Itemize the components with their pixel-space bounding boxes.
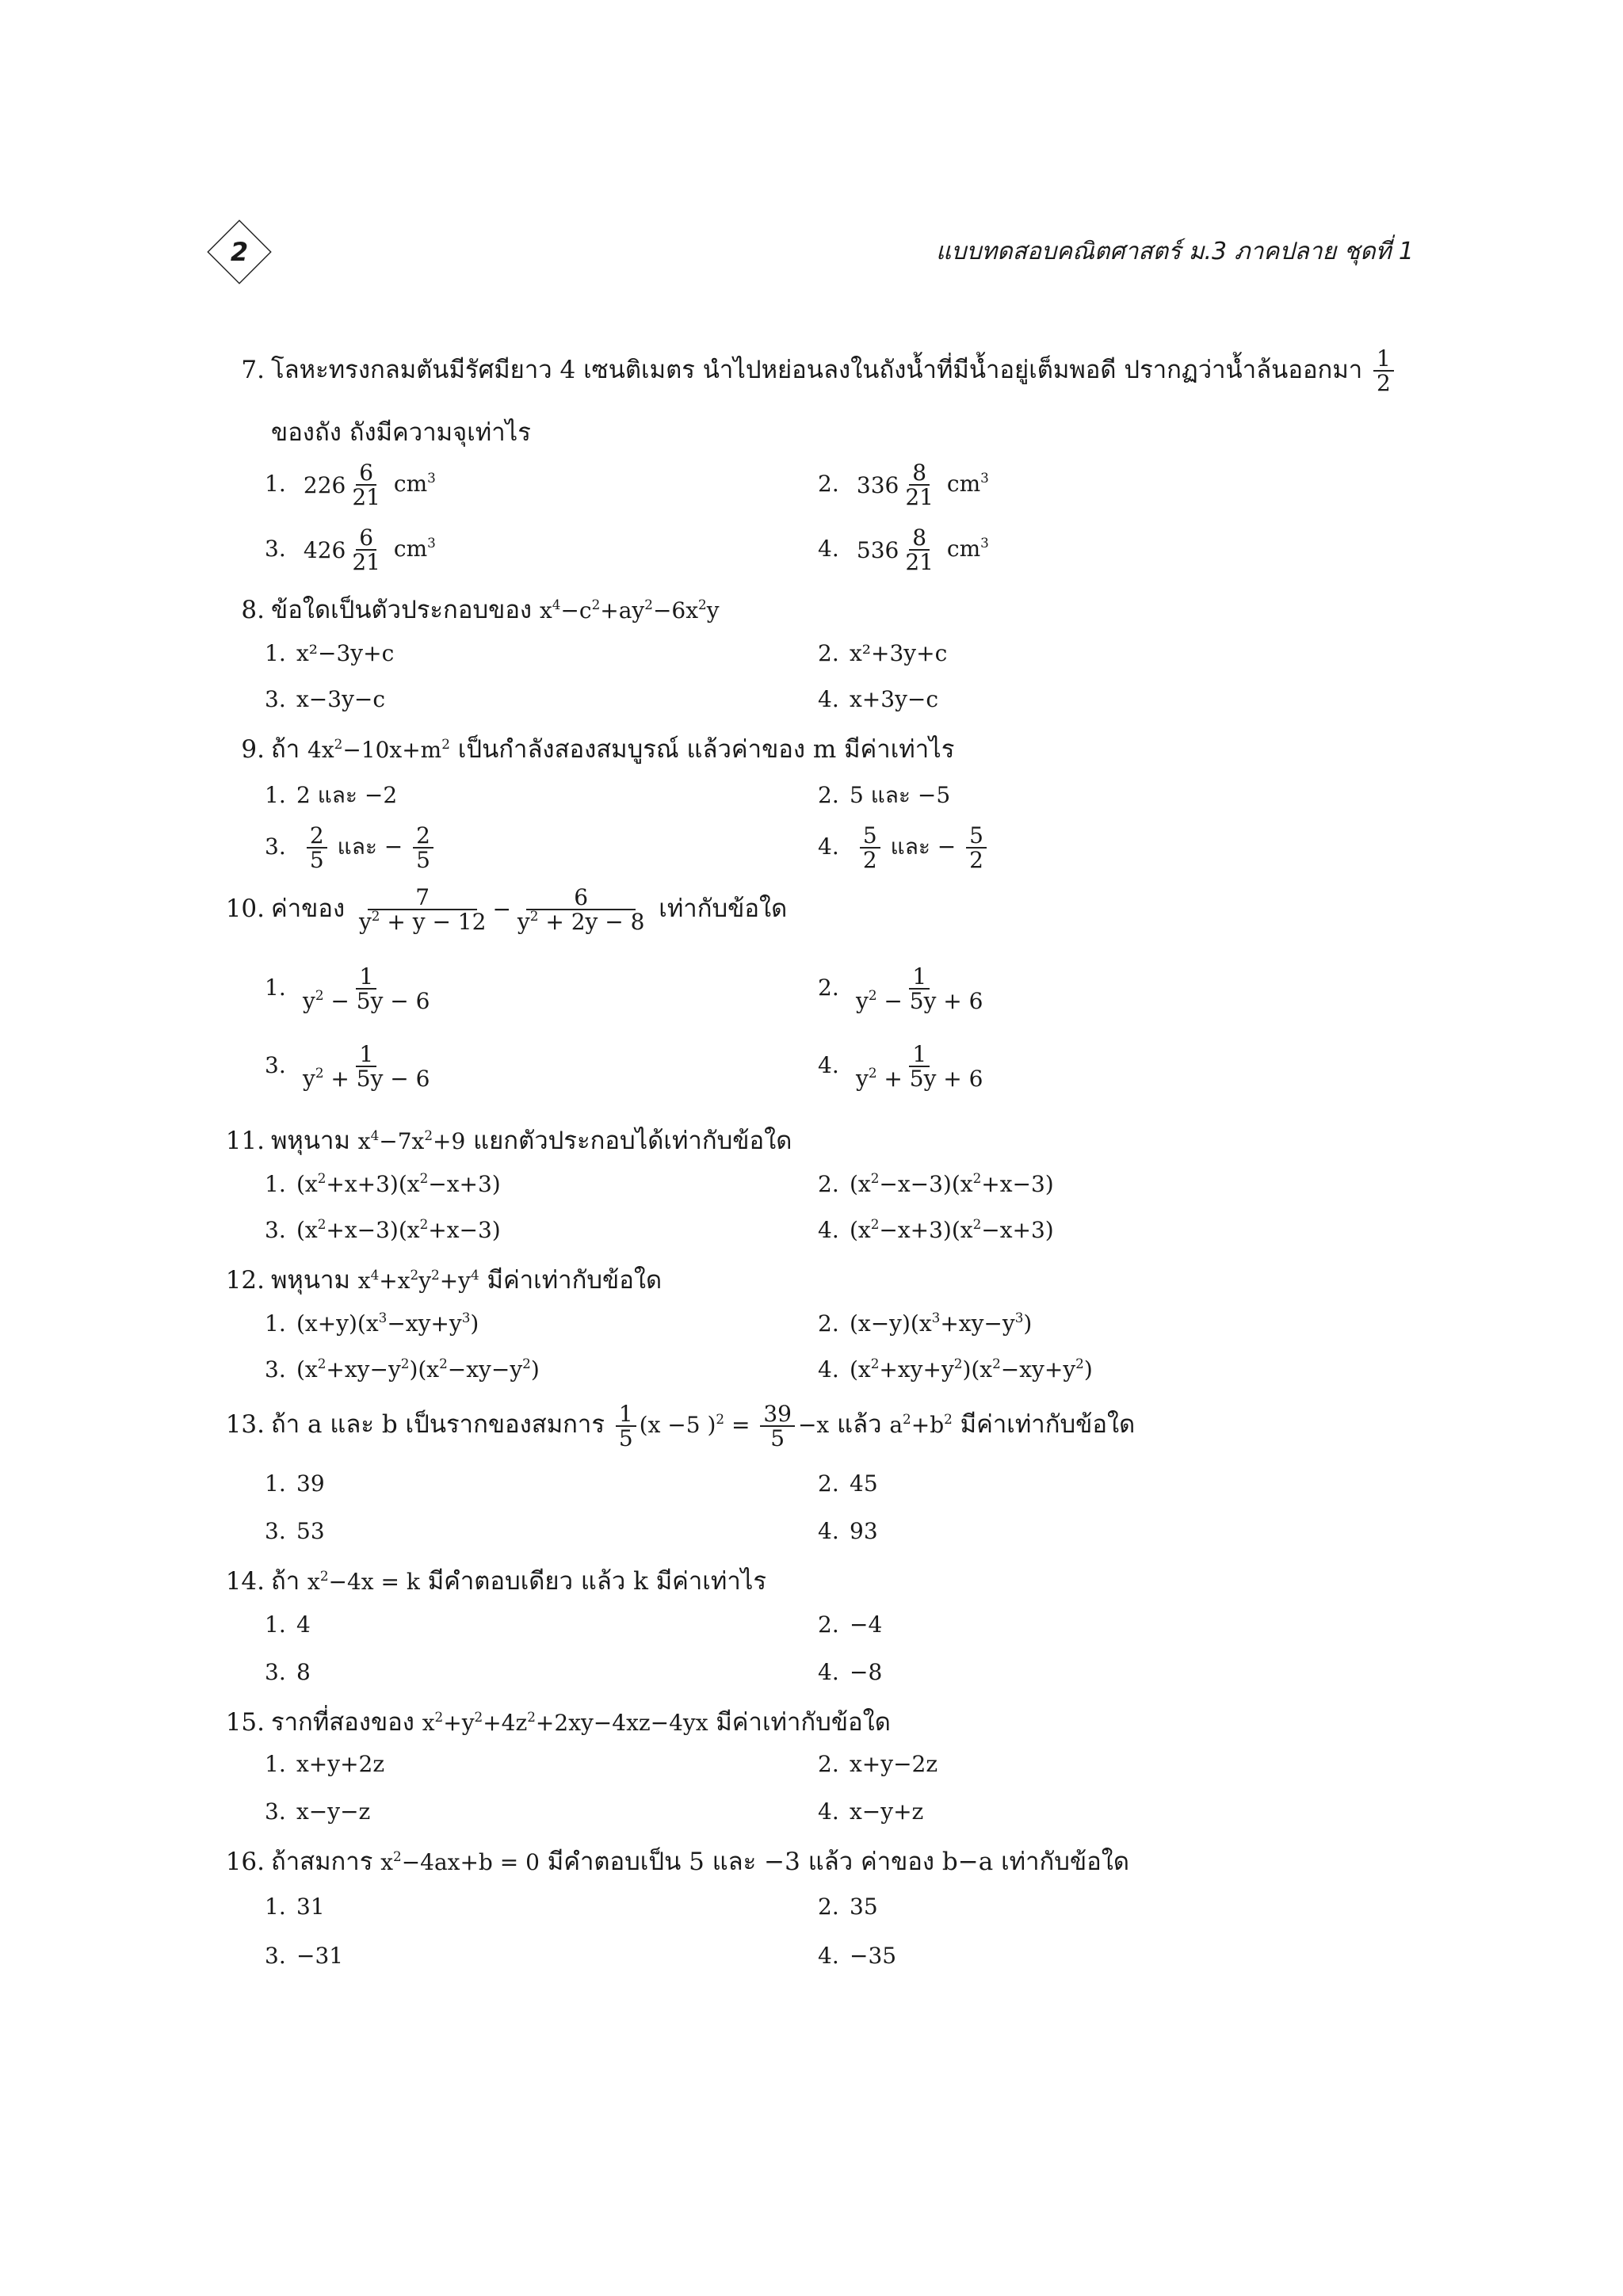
q13-option-4[interactable]: 4. 93 bbox=[818, 1518, 878, 1544]
question-13: 13. ถ้า a และ b เป็นรากของสมการ $\frac{1}{5}$ (x −5 )$^2$ = $\frac{39}{5}$ −x แล้ว $a^2+b^2$ มีค่าเท่ากับข้อใด bbox=[225, 1401, 1136, 1452]
question-10: 10. ค่าของ $\frac{7}{y^2 + y - 12}$ − $\frac{6}{y^2 + 2y - 8}$ เท่ากับข้อใด bbox=[225, 884, 788, 936]
running-title: แบบทดสอบคณิตศาสตร์ ม.3 ภาคปลาย ชุดที่ 1 bbox=[935, 238, 1414, 265]
q11-option-2[interactable]: 2. $(x^2-x-3)(x^2+x-3)$ bbox=[818, 1170, 1054, 1197]
q8-option-4[interactable]: 4. x+3y−c bbox=[818, 686, 939, 712]
q7-option-1[interactable]: 1. 226 $\frac{6}{21}$ $cm^3$ bbox=[265, 460, 436, 511]
q8-option-1[interactable]: 1. x²−3y+c bbox=[265, 640, 395, 666]
q13-option-1[interactable]: 1. 39 bbox=[265, 1470, 325, 1497]
q16-option-1[interactable]: 1. 31 bbox=[265, 1894, 325, 1920]
q7-option-2[interactable]: 2. 336 $\frac{8}{21}$ $cm^3$ bbox=[818, 460, 989, 511]
question-9: 9. ถ้า $4x^2-10x+m^2$ เป็นกำลังสองสมบูรณ์ แล้วค่าของ m มีค่าเท่าไร bbox=[241, 735, 955, 764]
q15-option-3[interactable]: 3. x−y−z bbox=[265, 1798, 371, 1825]
polynomial: $4x^2-10x+m^2$ bbox=[307, 736, 450, 763]
q7-option-3[interactable]: 3. 426 $\frac{6}{21}$ $cm^3$ bbox=[265, 524, 436, 576]
q10-option-4[interactable]: 4. $\frac{1}{y^2 + 5y + 6}$ bbox=[818, 1041, 983, 1093]
q9-option-2[interactable]: 2. 5 และ −5 bbox=[818, 782, 951, 808]
question-8: 8. ข้อใดเป็นตัวประกอบของ $x^4-c^2+ay^2-6x^2y$ bbox=[241, 596, 720, 624]
question-number: 7. bbox=[241, 355, 265, 384]
q14-option-1[interactable]: 1. 4 bbox=[265, 1611, 311, 1638]
q16-option-3[interactable]: 3. −31 bbox=[265, 1943, 344, 1969]
q9-option-4[interactable]: 4. $\frac{5}{2}$ และ − $\frac{5}{2}$ bbox=[818, 824, 990, 872]
q8-option-2[interactable]: 2. x²+3y+c bbox=[818, 640, 948, 666]
q14-option-4[interactable]: 4. −8 bbox=[818, 1659, 883, 1685]
q10-option-2[interactable]: 2. $\frac{1}{y^2 - 5y + 6}$ bbox=[818, 963, 983, 1015]
question-7 bbox=[220, 347, 1397, 395]
q14-option-3[interactable]: 3. 8 bbox=[265, 1659, 311, 1685]
q16-option-2[interactable]: 2. 35 bbox=[818, 1894, 878, 1920]
q9-option-3[interactable]: 3. $\frac{2}{5}$ และ − $\frac{2}{5}$ bbox=[265, 824, 437, 872]
q7-option-4[interactable]: 4. 536 $\frac{8}{21}$ $cm^3$ bbox=[818, 524, 989, 576]
question-14: 14. ถ้า $x^2-4x = k$ มีคำตอบเดียว แล้ว k มีค่าเท่าไร bbox=[225, 1567, 766, 1596]
q13-option-3[interactable]: 3. 53 bbox=[265, 1518, 325, 1544]
q12-option-4[interactable]: 4. $(x^2+xy+y^2)(x^2-xy+y^2)$ bbox=[818, 1356, 1093, 1383]
q12-option-2[interactable]: 2. $(x-y)(x^3+xy-y^3)$ bbox=[818, 1310, 1033, 1337]
q15-option-2[interactable]: 2. x+y−2z bbox=[818, 1751, 938, 1777]
q13-option-2[interactable]: 2. 45 bbox=[818, 1470, 878, 1497]
q8-option-3[interactable]: 3. x−3y−c bbox=[265, 686, 386, 712]
q11-option-4[interactable]: 4. $(x^2-x+3)(x^2-x+3)$ bbox=[818, 1216, 1054, 1243]
q14-option-2[interactable]: 2. −4 bbox=[818, 1611, 883, 1638]
q11-option-1[interactable]: 1. $(x^2+x+3)(x^2-x+3)$ bbox=[265, 1170, 501, 1197]
question-7-continued: ของถัง ถังมีความจุเท่าไร bbox=[271, 418, 531, 447]
q16-option-4[interactable]: 4. −35 bbox=[818, 1943, 897, 1969]
q10-option-1[interactable]: 1. $\frac{1}{y^2 - 5y - 6}$ bbox=[265, 963, 430, 1015]
q12-option-3[interactable]: 3. $(x^2+xy-y^2)(x^2-xy-y^2)$ bbox=[265, 1356, 540, 1383]
q9-option-1[interactable]: 1. 2 และ −2 bbox=[265, 782, 398, 808]
q15-option-1[interactable]: 1. x+y+2z bbox=[265, 1751, 385, 1777]
question-12: 12. พหุนาม $x^4+x^2y^2+y^4$ มีค่าเท่ากับข้อใด bbox=[225, 1266, 663, 1295]
q10-option-3[interactable]: 3. $\frac{1}{y^2 + 5y - 6}$ bbox=[265, 1041, 430, 1093]
page-number: 2 bbox=[230, 237, 249, 267]
q12-option-1[interactable]: 1. $(x+y)(x^3-xy+y^3)$ bbox=[265, 1310, 479, 1337]
q11-option-3[interactable]: 3. $(x^2+x-3)(x^2+x-3)$ bbox=[265, 1216, 501, 1243]
fraction: $\frac{1}{2}$ bbox=[1373, 347, 1394, 395]
polynomial: $x^4-c^2+ay^2-6x^2y$ bbox=[539, 597, 720, 624]
question-11: 11. พหุนาม $x^4-7x^2+9$ แยกตัวประกอบได้เท่ากับข้อใด bbox=[225, 1127, 792, 1155]
question-15: 15. รากที่สองของ $x^2+y^2+4z^2+2xy-4xz-4yx$ มีค่าเท่ากับข้อใด bbox=[225, 1708, 891, 1737]
question-text: โลหะทรงกลมตันมีรัศมียาว 4 เซนติเมตร นำไปหย่อนลงในถังน้ำที่มีน้ำอยู่เต็มพอดี ปรากฏว่าน้ำล้นออกมา bbox=[271, 355, 1363, 384]
q15-option-4[interactable]: 4. x−y+z bbox=[818, 1798, 924, 1825]
question-16: 16. ถ้าสมการ $x^2-4ax+b = 0$ มีคำตอบเป็น 5 และ −3 แล้ว ค่าของ b−a เท่ากับข้อใด bbox=[225, 1848, 1130, 1876]
page-number-badge bbox=[208, 220, 271, 284]
